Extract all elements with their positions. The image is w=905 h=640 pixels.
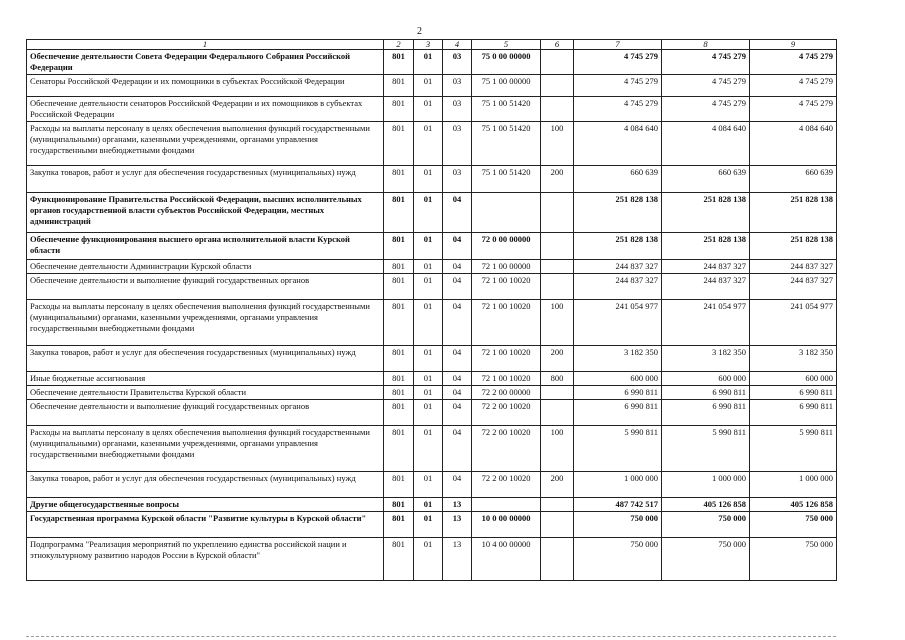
row-target-article: 72 2 00 10020 (472, 472, 541, 498)
row-name: Государственная программа Курской области "Развитие культуры в Курской области" (27, 512, 384, 538)
row-expense-type (541, 512, 574, 538)
row-ministry-code: 801 (384, 512, 414, 538)
row-target-article: 72 1 00 10020 (472, 346, 541, 372)
table-row (27, 122, 837, 166)
table-row (27, 386, 837, 400)
row-target-article: 72 2 00 10020 (472, 400, 541, 426)
row-amount-1: 660 639 (574, 166, 662, 193)
row-section: 01 (414, 386, 443, 400)
row-expense-type: 200 (541, 166, 574, 193)
row-amount-3: 6 990 811 (750, 400, 837, 426)
row-subsection: 03 (443, 75, 472, 97)
header-col-8: 8 (662, 40, 750, 50)
row-name: Закупка товаров, работ и услуг для обеспечения государственных (муниципальных) нужд (27, 346, 384, 372)
row-amount-3: 750 000 (750, 538, 837, 581)
row-ministry-code: 801 (384, 426, 414, 472)
row-expense-type (541, 538, 574, 581)
row-subsection: 13 (443, 498, 472, 512)
row-amount-1: 4 745 279 (574, 97, 662, 122)
row-amount-3: 1 000 000 (750, 472, 837, 498)
row-amount-3: 251 828 138 (750, 233, 837, 260)
row-name: Обеспечение деятельности Правительства Курской области (27, 386, 384, 400)
row-ministry-code: 801 (384, 386, 414, 400)
row-section: 01 (414, 193, 443, 233)
row-amount-3: 251 828 138 (750, 193, 837, 233)
row-expense-type (541, 75, 574, 97)
header-col-7: 7 (574, 40, 662, 50)
row-subsection: 04 (443, 426, 472, 472)
row-amount-1: 1 000 000 (574, 472, 662, 498)
row-amount-3: 4 084 640 (750, 122, 837, 166)
row-amount-2: 6 990 811 (662, 400, 750, 426)
row-target-article: 75 1 00 51420 (472, 97, 541, 122)
row-section: 01 (414, 346, 443, 372)
row-target-article (472, 193, 541, 233)
row-expense-type: 100 (541, 300, 574, 346)
row-section: 01 (414, 274, 443, 300)
table-row (27, 97, 837, 122)
table-row (27, 498, 837, 512)
row-expense-type (541, 274, 574, 300)
row-target-article: 75 0 00 00000 (472, 50, 541, 75)
row-ministry-code: 801 (384, 166, 414, 193)
row-subsection: 04 (443, 386, 472, 400)
header-col-4: 4 (443, 40, 472, 50)
row-amount-2: 4 745 279 (662, 97, 750, 122)
row-section: 01 (414, 260, 443, 274)
row-amount-1: 251 828 138 (574, 193, 662, 233)
table-row (27, 260, 837, 274)
row-amount-3: 405 126 858 (750, 498, 837, 512)
header-col-6: 6 (541, 40, 574, 50)
table-row (27, 166, 837, 193)
row-ministry-code: 801 (384, 346, 414, 372)
row-amount-1: 750 000 (574, 512, 662, 538)
row-section: 01 (414, 50, 443, 75)
row-amount-2: 405 126 858 (662, 498, 750, 512)
row-section: 01 (414, 97, 443, 122)
row-expense-type: 200 (541, 472, 574, 498)
row-subsection: 04 (443, 472, 472, 498)
row-expense-type (541, 386, 574, 400)
row-amount-1: 4 745 279 (574, 50, 662, 75)
page-number: 2 (417, 26, 422, 37)
table-row (27, 472, 837, 498)
row-name: Закупка товаров, работ и услуг для обеспечения государственных (муниципальных) нужд (27, 472, 384, 498)
row-amount-3: 4 745 279 (750, 97, 837, 122)
row-amount-1: 6 990 811 (574, 400, 662, 426)
row-target-article: 72 2 00 00000 (472, 386, 541, 400)
row-amount-2: 251 828 138 (662, 193, 750, 233)
row-amount-1: 487 742 517 (574, 498, 662, 512)
budget-table (26, 39, 837, 581)
table-row (27, 538, 837, 581)
row-amount-3: 4 745 279 (750, 75, 837, 97)
row-target-article (472, 498, 541, 512)
page-bottom-rule (26, 636, 836, 637)
row-section: 01 (414, 498, 443, 512)
row-amount-3: 4 745 279 (750, 50, 837, 75)
row-subsection: 03 (443, 166, 472, 193)
row-name: Обеспечение деятельности сенаторов Российской Федерации и их помощников в субъектах Российской Федерации (27, 97, 384, 122)
header-col-2: 2 (384, 40, 414, 50)
row-amount-1: 4 084 640 (574, 122, 662, 166)
row-target-article: 75 1 00 51420 (472, 122, 541, 166)
row-ministry-code: 801 (384, 274, 414, 300)
row-ministry-code: 801 (384, 75, 414, 97)
row-target-article: 72 1 00 10020 (472, 372, 541, 386)
row-subsection: 03 (443, 97, 472, 122)
table-header (27, 40, 837, 50)
row-name: Обеспечение деятельности и выполнение функций государственных органов (27, 274, 384, 300)
row-section: 01 (414, 300, 443, 346)
row-ministry-code: 801 (384, 260, 414, 274)
row-name: Другие общегосударственные вопросы (27, 498, 384, 512)
row-ministry-code: 801 (384, 400, 414, 426)
row-subsection: 03 (443, 122, 472, 166)
row-amount-2: 1 000 000 (662, 472, 750, 498)
row-name: Обеспечение деятельности Администрации Курской области (27, 260, 384, 274)
row-amount-2: 4 745 279 (662, 50, 750, 75)
row-amount-2: 241 054 977 (662, 300, 750, 346)
row-amount-2: 750 000 (662, 538, 750, 581)
row-subsection: 13 (443, 512, 472, 538)
row-name: Расходы на выплаты персоналу в целях обеспечения выполнения функций государственными (муниципальными) органами, казенными учреждениями, органами управления государственными внебюджетными фондами (27, 300, 384, 346)
row-target-article: 75 1 00 51420 (472, 166, 541, 193)
row-name: Подпрограмма "Реализация мероприятий по укреплению единства российской нации и этнокультурному развитию народов России в Курской области" (27, 538, 384, 581)
row-ministry-code: 801 (384, 193, 414, 233)
row-section: 01 (414, 400, 443, 426)
table-body (27, 50, 837, 581)
row-amount-3: 3 182 350 (750, 346, 837, 372)
table-row (27, 426, 837, 472)
row-amount-2: 4 084 640 (662, 122, 750, 166)
row-section: 01 (414, 512, 443, 538)
row-subsection: 04 (443, 372, 472, 386)
row-expense-type (541, 50, 574, 75)
row-ministry-code: 801 (384, 538, 414, 581)
row-amount-3: 660 639 (750, 166, 837, 193)
row-amount-3: 241 054 977 (750, 300, 837, 346)
row-expense-type (541, 260, 574, 274)
row-amount-3: 5 990 811 (750, 426, 837, 472)
row-amount-1: 251 828 138 (574, 233, 662, 260)
row-expense-type (541, 498, 574, 512)
row-expense-type: 100 (541, 122, 574, 166)
row-name: Иные бюджетные ассигнования (27, 372, 384, 386)
row-amount-1: 3 182 350 (574, 346, 662, 372)
header-col-3: 3 (414, 40, 443, 50)
row-section: 01 (414, 538, 443, 581)
row-amount-2: 244 837 327 (662, 274, 750, 300)
row-amount-3: 6 990 811 (750, 386, 837, 400)
row-name: Обеспечение деятельности Совета Федерации Федерального Собрания Российской Федерации (27, 50, 384, 75)
row-subsection: 04 (443, 400, 472, 426)
row-amount-2: 750 000 (662, 512, 750, 538)
row-target-article: 75 1 00 00000 (472, 75, 541, 97)
row-expense-type (541, 193, 574, 233)
row-subsection: 04 (443, 346, 472, 372)
table-row (27, 274, 837, 300)
row-name: Закупка товаров, работ и услуг для обеспечения государственных (муниципальных) нужд (27, 166, 384, 193)
row-amount-2: 6 990 811 (662, 386, 750, 400)
row-expense-type: 200 (541, 346, 574, 372)
row-ministry-code: 801 (384, 300, 414, 346)
row-amount-3: 244 837 327 (750, 260, 837, 274)
row-amount-2: 660 639 (662, 166, 750, 193)
row-amount-2: 244 837 327 (662, 260, 750, 274)
row-amount-3: 750 000 (750, 512, 837, 538)
row-subsection: 04 (443, 300, 472, 346)
row-amount-3: 600 000 (750, 372, 837, 386)
row-target-article: 10 4 00 00000 (472, 538, 541, 581)
row-ministry-code: 801 (384, 372, 414, 386)
row-section: 01 (414, 166, 443, 193)
row-target-article: 10 0 00 00000 (472, 512, 541, 538)
row-ministry-code: 801 (384, 233, 414, 260)
header-col-9: 9 (750, 40, 837, 50)
row-target-article: 72 1 00 10020 (472, 300, 541, 346)
row-subsection: 13 (443, 538, 472, 581)
table-row (27, 50, 837, 75)
row-ministry-code: 801 (384, 50, 414, 75)
row-target-article: 72 1 00 10020 (472, 274, 541, 300)
row-section: 01 (414, 75, 443, 97)
row-name: Обеспечение функционирования высшего органа исполнительной власти Курской области (27, 233, 384, 260)
header-col-5: 5 (472, 40, 541, 50)
row-expense-type (541, 233, 574, 260)
row-amount-1: 241 054 977 (574, 300, 662, 346)
row-amount-2: 5 990 811 (662, 426, 750, 472)
row-expense-type (541, 97, 574, 122)
row-ministry-code: 801 (384, 472, 414, 498)
row-amount-1: 750 000 (574, 538, 662, 581)
row-section: 01 (414, 426, 443, 472)
row-amount-1: 4 745 279 (574, 75, 662, 97)
row-target-article: 72 0 00 00000 (472, 233, 541, 260)
row-section: 01 (414, 233, 443, 260)
row-name: Обеспечение деятельности и выполнение функций государственных органов (27, 400, 384, 426)
table-row (27, 193, 837, 233)
table-row (27, 512, 837, 538)
row-amount-2: 251 828 138 (662, 233, 750, 260)
row-name: Расходы на выплаты персоналу в целях обеспечения выполнения функций государственными (муниципальными) органами, казенными учреждениями, органами управления государственными внебюджетными фондами (27, 122, 384, 166)
table-row (27, 372, 837, 386)
row-amount-1: 6 990 811 (574, 386, 662, 400)
row-amount-1: 600 000 (574, 372, 662, 386)
row-subsection: 04 (443, 260, 472, 274)
row-amount-3: 244 837 327 (750, 274, 837, 300)
row-name: Сенаторы Российской Федерации и их помощники в субъектах Российской Федерации (27, 75, 384, 97)
row-subsection: 04 (443, 274, 472, 300)
header-col-1: 1 (27, 40, 384, 50)
table-row (27, 400, 837, 426)
row-subsection: 04 (443, 193, 472, 233)
table-row (27, 233, 837, 260)
row-section: 01 (414, 372, 443, 386)
row-amount-1: 244 837 327 (574, 260, 662, 274)
table-row (27, 300, 837, 346)
row-subsection: 04 (443, 233, 472, 260)
row-ministry-code: 801 (384, 498, 414, 512)
table-row (27, 346, 837, 372)
row-amount-2: 600 000 (662, 372, 750, 386)
row-amount-1: 244 837 327 (574, 274, 662, 300)
row-amount-2: 4 745 279 (662, 75, 750, 97)
row-target-article: 72 2 00 10020 (472, 426, 541, 472)
row-target-article: 72 1 00 00000 (472, 260, 541, 274)
row-expense-type: 800 (541, 372, 574, 386)
row-section: 01 (414, 122, 443, 166)
row-subsection: 03 (443, 50, 472, 75)
table-row (27, 75, 837, 97)
row-name: Расходы на выплаты персоналу в целях обеспечения выполнения функций государственными (муниципальными) органами, казенными учреждениями, органами управления государственными внебюджетными фондами (27, 426, 384, 472)
row-expense-type (541, 400, 574, 426)
row-amount-2: 3 182 350 (662, 346, 750, 372)
row-amount-1: 5 990 811 (574, 426, 662, 472)
row-ministry-code: 801 (384, 122, 414, 166)
row-expense-type: 100 (541, 426, 574, 472)
row-section: 01 (414, 472, 443, 498)
row-ministry-code: 801 (384, 97, 414, 122)
row-name: Функционирование Правительства Российской Федерации, высших исполнительных органов государственной власти субъектов Российской Федерации, местных администраций (27, 193, 384, 233)
